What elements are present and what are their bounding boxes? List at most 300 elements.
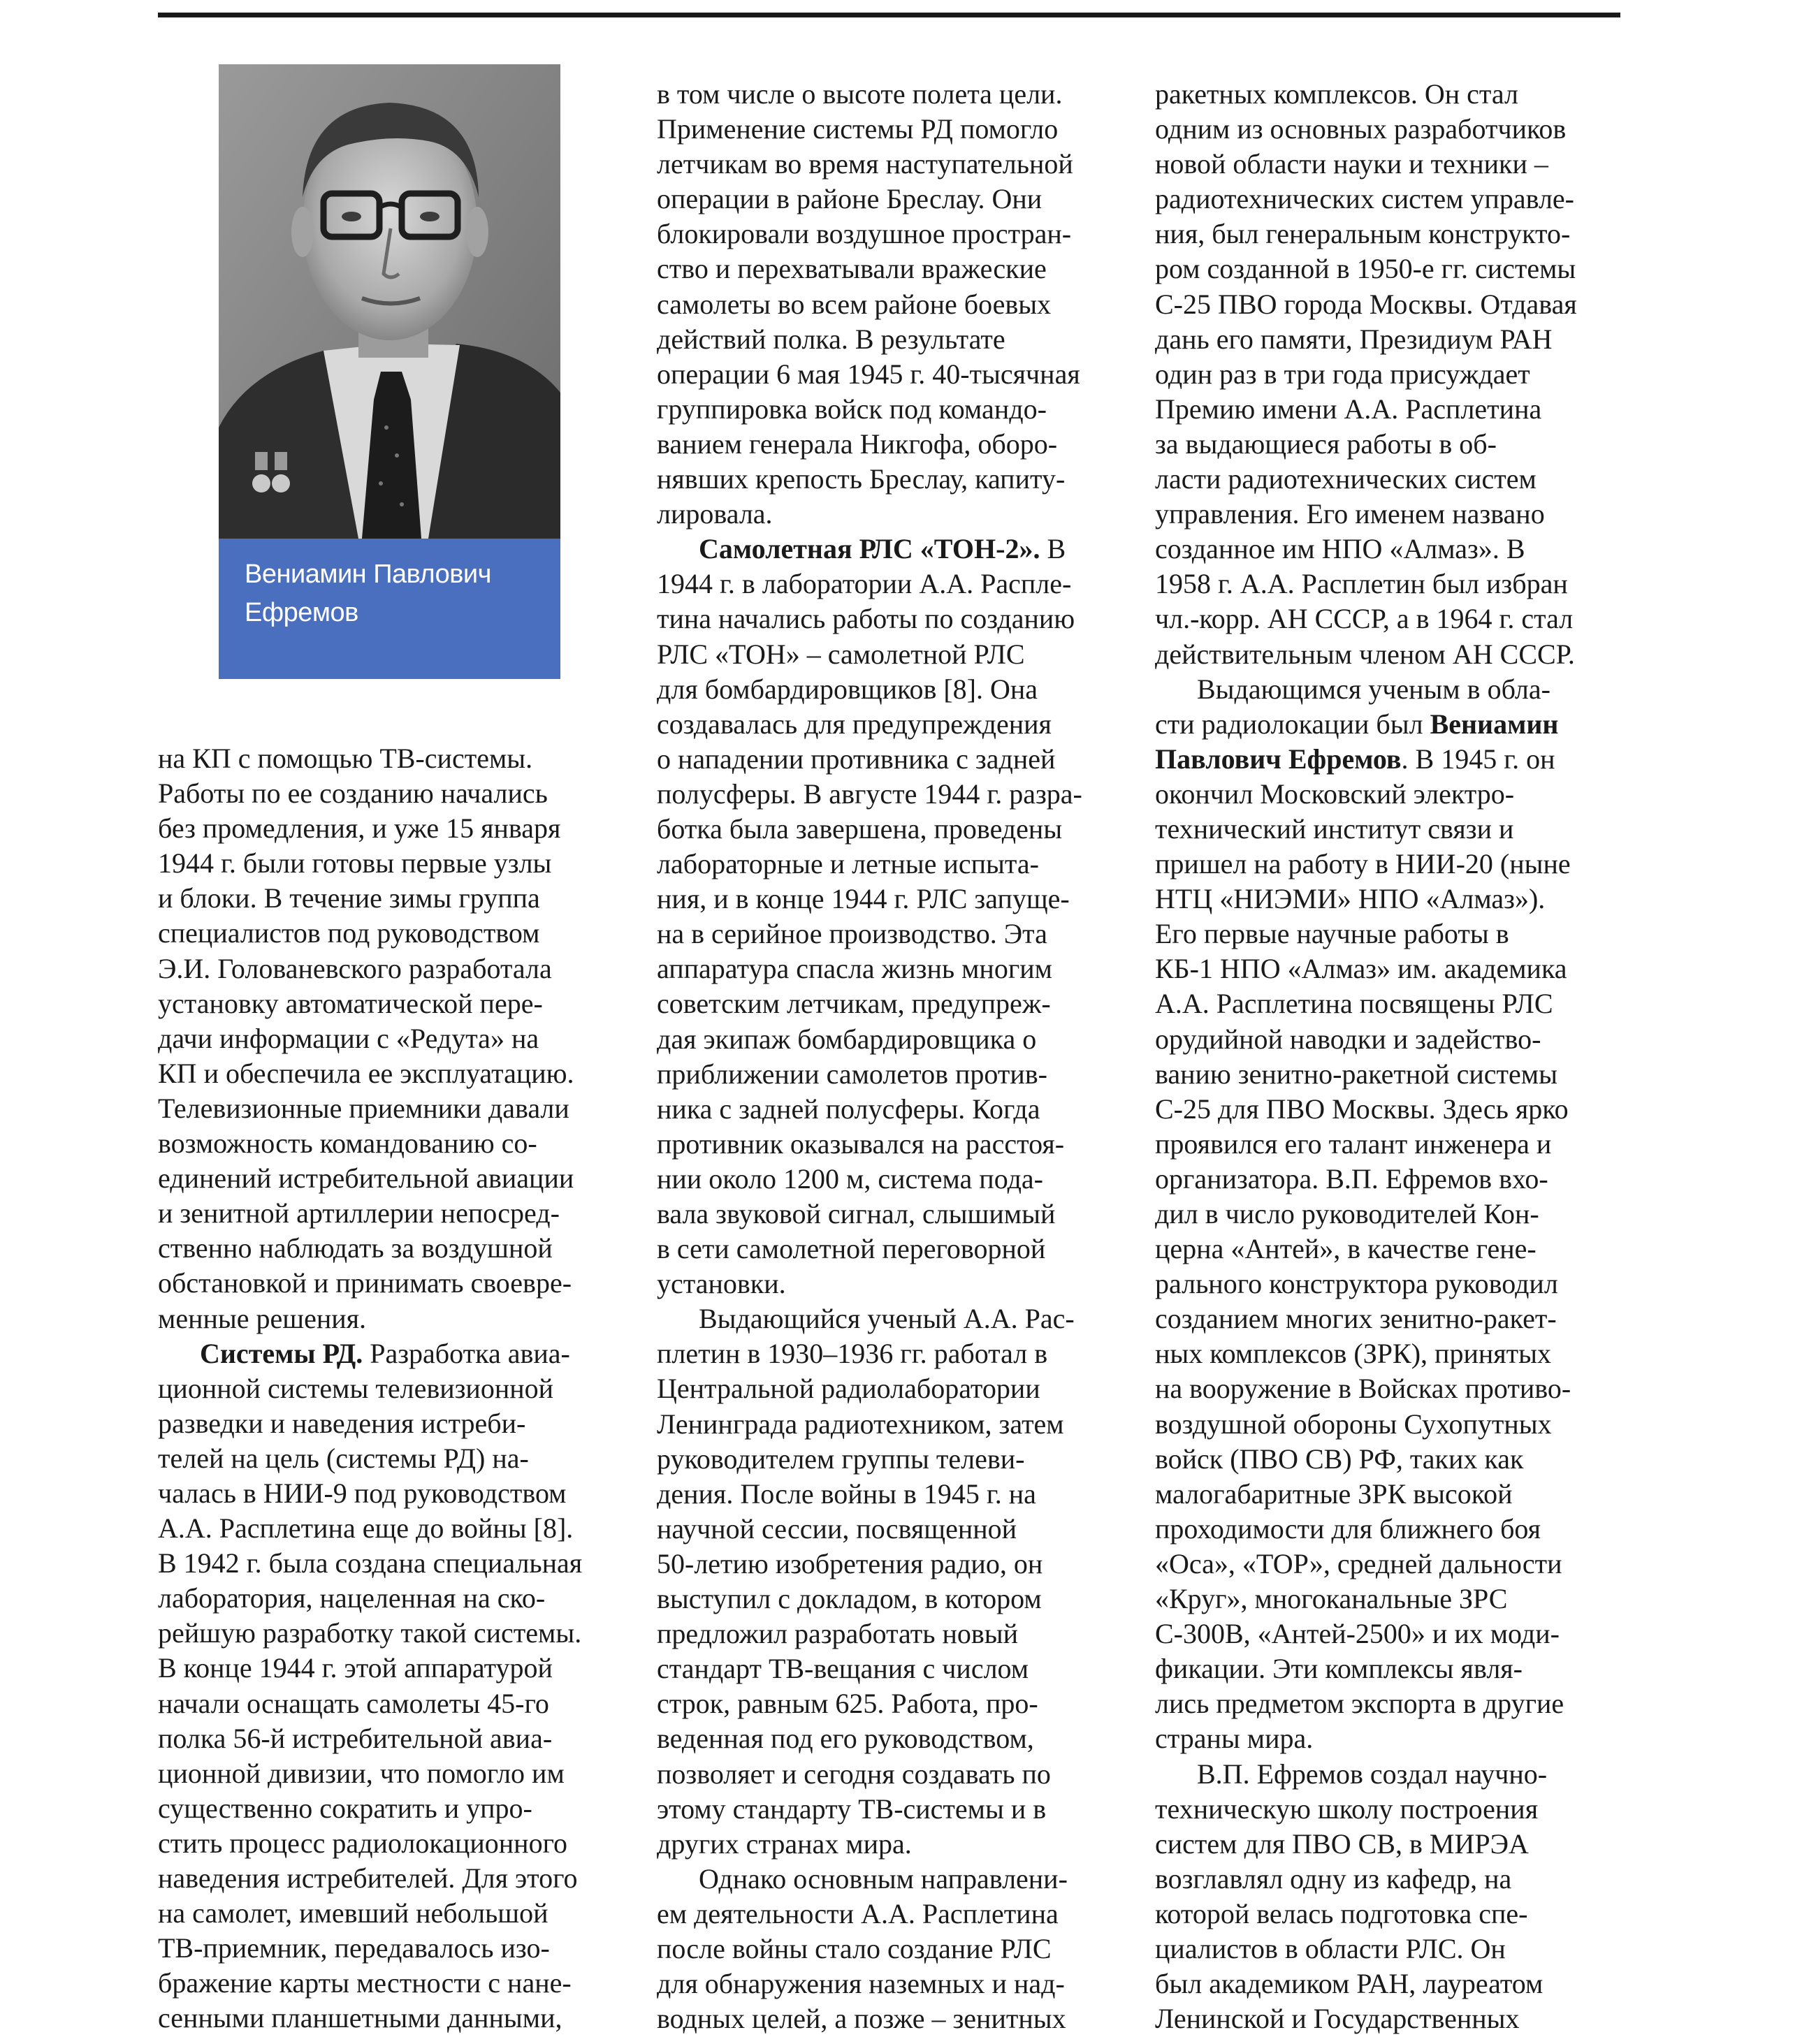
text-run: ционной дивизии, что помогло им [158,1757,565,1789]
text-run: Премию имени А.А. Расплетина [1155,393,1542,425]
text-line [657,1057,1118,1092]
text-line [158,1371,619,1406]
text-run: действительным членом АН СССР. [1155,638,1575,670]
text-run: единений истребительной авиации [158,1162,574,1195]
text-line [158,1931,619,1966]
text-run: ванием генерала Никгофа, оборо- [657,428,1058,460]
text-line [1155,1547,1623,1582]
text-run: блокировали воздушное простран- [657,218,1072,250]
text-run: дая экипаж бомбардировщика о [657,1023,1037,1055]
text-run: ем деятельности А.А. Расплетина [657,1897,1059,1929]
text-run: стандарт ТВ-вещания с числом [657,1653,1029,1685]
text-run: управления. Его именем названо [1155,498,1545,530]
text-run: лировала. [657,498,773,530]
text-line [1155,287,1623,322]
text-run: специалистов под руководством [158,917,540,949]
text-run: без промедления, и уже 15 января [158,812,561,845]
text-line [1155,812,1623,847]
text-line [158,986,619,1021]
text-line [1155,462,1623,497]
text-line [657,1371,1118,1406]
text-line [1155,147,1623,182]
text-line [657,1932,1118,1966]
text-line [1155,986,1623,1021]
text-line [657,1162,1118,1197]
text-line [158,776,619,811]
text-run: Ленинграда радиотехником, затем [657,1408,1064,1440]
text-run: «Круг», многоканальные ЗРС [1155,1583,1508,1615]
text-line [1155,742,1623,777]
text-line [158,1546,619,1581]
text-line [158,1651,619,1686]
text-run: созданное им НПО «Алмаз». В [1155,533,1525,565]
text-run: лись предметом экспорта в другие [1155,1688,1564,1720]
text-line [158,846,619,881]
text-line [657,2001,1118,2036]
text-run: начали оснащать самолеты 45-го [158,1687,549,1719]
text-line [158,1126,619,1161]
text-run: руководителем группы телеви- [657,1443,1025,1475]
text-run: противник оказывался на расстоя- [657,1127,1065,1160]
text-run: 1944 г. в лаборатории А.А. Распле- [657,568,1072,600]
text-run: 50-летию изобретения радио, он [657,1547,1043,1579]
text-run: летчикам во время наступательной [657,148,1073,180]
text-line [158,2001,619,2036]
text-line [657,1721,1118,1756]
text-line [657,1092,1118,1127]
text-line [657,1301,1118,1336]
text-run: был академиком РАН, лауреатом [1155,1968,1543,2000]
text-line [657,601,1118,636]
text-line [657,672,1118,707]
text-line [657,147,1118,182]
text-line [657,77,1118,112]
text-line [657,777,1118,812]
text-line [657,1582,1118,1616]
text-line [657,1197,1118,1232]
text-line [158,1511,619,1546]
text-run: С-300В, «Антей-2500» и их моди- [1155,1618,1560,1650]
text-line [657,1827,1118,1862]
text-line [657,217,1118,251]
text-run: ционной системы телевизионной [158,1372,554,1404]
text-line [657,742,1118,777]
text-line [1155,1022,1623,1057]
text-run: В.П. Ефремов создал научно- [1197,1758,1548,1790]
portrait-caption [219,539,560,679]
text-run: Центральной радиолаборатории [657,1373,1040,1405]
text-line [657,1407,1118,1442]
text-line [1155,1616,1623,1651]
text-run: малогабаритные ЗРК высокой [1155,1477,1513,1510]
text-line [657,986,1118,1021]
text-line [1155,1127,1623,1162]
text-line [657,1477,1118,1512]
text-run: радиотехнических систем управле- [1155,183,1574,215]
text-run: ника с задней полусферы. Когда [657,1093,1040,1125]
text-run: возглавлял одну из кафедр, на [1155,1862,1512,1895]
text-run: систем для ПВО СВ, в МИРЭА [1155,1827,1529,1860]
text-line [657,1966,1118,2001]
text-run: Ленинской и Государственных [1155,2003,1520,2035]
text-run: операции 6 мая 1945 г. 40-тысячная [657,358,1080,390]
text-line [1155,1407,1623,1442]
text-run: Выдающимся ученым в обла- [1197,673,1550,705]
text-run: 1958 г. А.А. Расплетин был избран [1155,568,1568,600]
text-line [158,1161,619,1196]
text-run: чалась в НИИ-9 под руководством [158,1477,567,1509]
text-run: тина начались работы по созданию [657,603,1075,635]
text-line [1155,672,1623,707]
text-line [657,251,1118,286]
caption-line-1: Вениамин Павлович [245,560,491,589]
text-line [158,1721,619,1756]
text-run: бражение карты местности с нане- [158,1967,572,1999]
text-run: плетин в 1930–1936 гг. работал в [657,1338,1048,1370]
text-line [1155,1757,1623,1792]
text-run: нявших крепость Бреслау, капиту- [657,463,1066,495]
text-line [158,1791,619,1826]
text-line [1155,1266,1623,1301]
text-line [1155,532,1623,567]
text-run: на КП с помощью ТВ-системы. [158,743,533,774]
text-run: «Оса», «ТОР», средней дальности [1155,1547,1562,1579]
text-line [1155,882,1623,917]
text-line [657,462,1118,497]
text-run: ственно наблюдать за воздушной [158,1232,553,1264]
text-run: полусферы. В августе 1944 г. разра- [657,778,1082,810]
text-run: научной сессии, посвященной [657,1512,1017,1545]
portrait-photo [219,64,560,539]
text-run: технический институт связи и [1155,812,1514,845]
text-run: выступил с докладом, в котором [657,1583,1042,1615]
text-line [158,1581,619,1616]
text-run: на самолет, имевший небольшой [158,1897,549,1929]
text-run: Однако основным направлени- [699,1862,1068,1895]
text-run: воздушной обороны Сухопутных [1155,1408,1552,1440]
text-run: ванию зенитно-ракетной системы [1155,1058,1557,1090]
text-line [1155,77,1623,112]
portrait-card [219,64,560,679]
text-line [1155,322,1623,357]
text-run: и зенитной артиллерии непосред- [158,1197,560,1229]
text-line [158,811,619,846]
text-line [1155,1721,1623,1756]
text-run: В конце 1944 г. этой аппаратурой [158,1652,553,1684]
text-run: ласти радиотехнических систем [1155,463,1537,495]
text-line [657,951,1118,986]
text-line [657,1266,1118,1301]
text-run: техническую школу построения [1155,1793,1539,1825]
text-line [158,1266,619,1301]
bold-run: Самолетная РЛС «ТОН-2». [699,533,1040,565]
text-run: КБ-1 НПО «Алмаз» им. академика [1155,953,1567,985]
text-run: возможность командованию со- [158,1127,537,1160]
text-line [1155,1932,1623,1966]
text-run: которой велась подготовка спе- [1155,1897,1528,1929]
text-run: организатора. В.П. Ефремов вхо- [1155,1162,1548,1195]
text-run: ство и перехватывали вражеские [657,253,1047,285]
text-line [657,1686,1118,1721]
text-line [158,1406,619,1441]
text-line [158,1441,619,1476]
text-line [1155,182,1623,217]
text-run: один раз в три года присуждает [1155,358,1530,390]
text-run: чл.-корр. АН СССР, а в 1964 г. стал [1155,603,1574,635]
text-line [657,1897,1118,1932]
text-line [1155,1827,1623,1862]
text-run: ракетных комплексов. Он стал [1155,78,1518,110]
text-line [657,882,1118,917]
text-run: . В 1945 г. он [1401,743,1555,775]
text-line [657,812,1118,847]
text-run: орудийной наводки и задейство- [1155,1023,1541,1055]
text-line [1155,1336,1623,1371]
text-run: Выдающийся ученый А.А. Рас- [699,1303,1075,1335]
text-line [158,1861,619,1896]
text-line [158,1966,619,2001]
text-line [1155,1512,1623,1547]
text-line [158,1686,619,1721]
text-run: НТЦ «НИЭМИ» НПО «Алмаз»). [1155,883,1546,915]
text-run: лабораторные и летные испыта- [657,848,1039,880]
text-run: ботка была завершена, проведены [657,812,1063,845]
top-rule [158,13,1620,17]
text-run: Телевизионные приемники давали [158,1092,569,1124]
text-line [1155,1897,1623,1932]
text-run: ния, и в конце 1944 г. РЛС запуще- [657,883,1070,915]
text-line [1155,601,1623,636]
text-run: аппаратура спасла жизнь многим [657,953,1052,985]
text-line [1155,1092,1623,1127]
text-line [657,1442,1118,1477]
text-column-1 [158,741,619,2036]
text-run: проявился его талант инженера и [1155,1127,1552,1160]
text-run: дачи информации с «Редута» на [158,1022,539,1054]
text-line [657,707,1118,742]
text-line [1155,1651,1623,1686]
text-line [1155,917,1623,951]
text-run: рейшую разработку такой системы. [158,1617,582,1649]
text-run: С-25 ПВО города Москвы. Отдавая [1155,288,1577,320]
text-run: приближении самолетов против- [657,1058,1047,1090]
text-line [1155,217,1623,251]
text-run: ТВ-приемник, передавалось изо- [158,1932,550,1964]
bold-run: Вениамин [1430,708,1559,740]
text-run: лаборатория, нацеленная на ско- [158,1582,546,1614]
text-line [158,1476,619,1511]
text-line [1155,1477,1623,1512]
text-line [657,637,1118,672]
text-line [158,1021,619,1056]
text-line [1155,951,1623,986]
text-line [158,1826,619,1861]
text-line [1155,427,1623,462]
text-line [657,182,1118,217]
text-line [657,357,1118,392]
text-run: рального конструктора руководил [1155,1268,1558,1300]
text-line [158,881,619,916]
text-line [657,112,1118,147]
text-run: РЛС «ТОН» – самолетной РЛС [657,638,1025,670]
text-run: страны мира. [1155,1723,1314,1755]
text-run: КП и обеспечила ее эксплуатацию. [158,1057,574,1089]
text-run: действий полка. В результате [657,323,1005,355]
text-run: в том числе о высоте полета цели. [657,78,1063,110]
text-column-3 [1155,77,1623,2036]
text-line [1155,1582,1623,1616]
text-run: нии около 1200 м, система пода- [657,1162,1043,1195]
text-line [657,1862,1118,1897]
text-run: дения. После войны в 1945 г. на [657,1477,1036,1510]
text-line [1155,1442,1623,1477]
text-line [1155,1966,1623,2001]
text-run: циалистов в области РЛС. Он [1155,1932,1506,1964]
text-run: Разработка авиа- [363,1337,570,1369]
text-run: фикации. Эти комплексы явля- [1155,1653,1523,1685]
text-line [158,741,619,776]
text-run: этому стандарту ТВ-системы и в [657,1793,1047,1825]
text-line [1155,1162,1623,1197]
text-run: за выдающиеся работы в об- [1155,428,1497,460]
text-run: полка 56-й истребительной авиа- [158,1722,553,1754]
text-run: на в серийное производство. Эта [657,918,1047,950]
text-run: С-25 для ПВО Москвы. Здесь ярко [1155,1093,1569,1125]
text-run: А.А. Расплетина посвящены РЛС [1155,988,1553,1020]
text-run: проходимости для ближнего боя [1155,1512,1541,1545]
text-line [1155,392,1623,427]
text-line [158,1231,619,1266]
text-run: позволяет и сегодня создавать по [657,1758,1051,1790]
text-run: самолеты во всем районе боевых [657,288,1052,320]
text-run: ных комплексов (ЗРК), принятых [1155,1338,1552,1370]
text-run: установки. [657,1268,786,1300]
text-line [158,1196,619,1231]
text-line [1155,1197,1623,1232]
text-line [1155,847,1623,882]
text-run: создавалась для предупреждения [657,708,1052,740]
text-line [657,1651,1118,1686]
text-line [657,917,1118,951]
text-line [657,1336,1118,1371]
text-run: одним из основных разработчиков [1155,113,1567,145]
text-line [158,1056,619,1091]
text-line [158,916,619,951]
bold-run: Системы РД. [200,1337,363,1369]
text-line [1155,1862,1623,1897]
text-line [1155,1301,1623,1336]
text-line [158,1301,619,1336]
text-line [657,1512,1118,1547]
text-run: и блоки. В течение зимы группа [158,882,540,914]
text-line [657,427,1118,462]
text-run: окончил Московский электро- [1155,778,1515,810]
text-run: существенно сократить и упро- [158,1792,532,1824]
text-line [657,1792,1118,1827]
text-line [657,567,1118,601]
text-run: операции в районе Бреслау. Они [657,183,1043,215]
text-line [1155,1057,1623,1092]
text-line [1155,497,1623,532]
text-line [1155,357,1623,392]
text-line [1155,251,1623,286]
text-run: установку автоматической пере- [158,987,543,1019]
text-line [657,1127,1118,1162]
text-run: водных целей, а позже – зенитных [657,2003,1066,2035]
text-line [657,392,1118,427]
text-run: в сети самолетной переговорной [657,1233,1046,1265]
text-run: обстановкой и принимать своевре- [158,1267,572,1299]
text-line [158,1756,619,1791]
text-line [158,1091,619,1126]
text-run: пришел на работу в НИИ-20 (ныне [1155,848,1571,880]
text-line [657,532,1118,567]
text-line [1155,2001,1623,2036]
text-line [1155,1232,1623,1266]
text-run: Применение системы РД помогло [657,113,1059,145]
text-run: дил в число руководителей Кон- [1155,1198,1539,1229]
text-run: разведки и наведения истреби- [158,1407,526,1439]
text-run: Э.И. Голованевского разработала [158,952,552,984]
text-line [1155,112,1623,147]
text-run: сенными планшетными данными, [158,2002,562,2034]
text-run: строк, равным 625. Работа, про- [657,1688,1038,1720]
text-run: других странах мира. [657,1827,912,1860]
text-run: для обнаружения наземных и над- [657,1968,1065,2000]
text-line [1155,637,1623,672]
text-run: для бомбардировщиков [8]. Она [657,673,1038,705]
text-run: В [1040,533,1066,565]
text-line [1155,707,1623,742]
caption-line-2: Ефремов [245,598,358,627]
bold-run: Павлович Ефремов [1155,743,1402,775]
text-run: предложил разработать новый [657,1618,1019,1650]
text-column-2 [657,77,1118,2036]
text-run: сти радиолокации был [1155,708,1430,740]
text-run: войск (ПВО СВ) РФ, таких как [1155,1443,1524,1475]
text-line [657,847,1118,882]
text-run: стить процесс радиолокационного [158,1827,567,1859]
text-run: менные решения. [158,1302,367,1334]
text-run: церна «Антей», в качестве гене- [1155,1233,1537,1265]
text-run: телей на цель (системы РД) на- [158,1442,529,1474]
text-line [657,1547,1118,1582]
text-line [657,497,1118,532]
text-line [158,951,619,986]
text-line [158,1616,619,1651]
text-line [657,322,1118,357]
text-line [657,1232,1118,1266]
text-line [1155,567,1623,601]
text-run: созданием многих зенитно-ракет- [1155,1303,1557,1335]
text-run: о нападении противника с задней [657,743,1056,775]
text-run: Его первые научные работы в [1155,918,1509,950]
text-run: дань его памяти, Президиум РАН [1155,323,1553,355]
text-line [657,1757,1118,1792]
text-line [657,1022,1118,1057]
text-run: Работы по ее созданию начались [158,778,548,810]
text-line [158,1896,619,1931]
text-run: веденная под его руководством, [657,1723,1034,1755]
text-line [1155,777,1623,812]
text-line [1155,1371,1623,1406]
text-run: 1944 г. были готовы первые узлы [158,847,552,879]
text-run: на вооружение в Войсках противо- [1155,1373,1571,1405]
text-run: вала звуковой сигнал, слышимый [657,1198,1056,1229]
text-run: после войны стало создание РЛС [657,1932,1052,1964]
text-line [657,287,1118,322]
text-run: А.А. Расплетина еще до войны [8]. [158,1512,574,1545]
